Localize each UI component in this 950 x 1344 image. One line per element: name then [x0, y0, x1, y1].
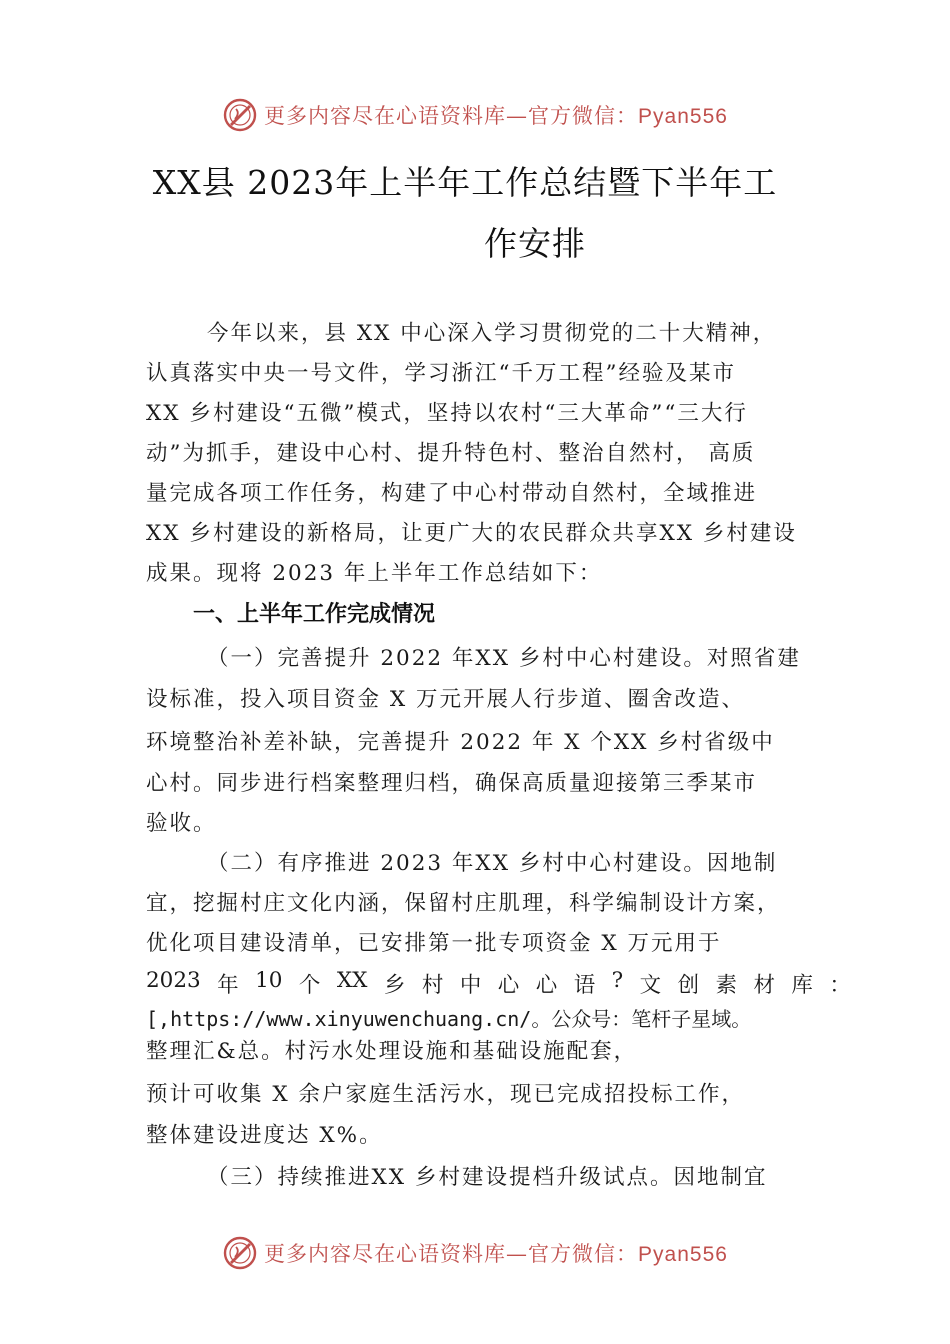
document-title-line-2: 作安排	[484, 224, 586, 263]
item2-justified-line	[146, 968, 851, 999]
intro-line-5: 量完成各项工作任务，构建了中心村带动自然村，全域推进	[146, 481, 758, 506]
item2-line-6: 整理汇&总。村污水处理设施和基础设施配套，	[146, 1039, 638, 1064]
justified-token: 素	[715, 973, 738, 998]
justified-token: 语	[573, 973, 596, 998]
item2-line-3: 优化项目建设清单，已安排第一批专项资金 X 万元用于	[146, 931, 722, 956]
watermark-text: 更多内容尽在心语资料库—官方微信：Pyan556	[264, 1242, 728, 1266]
justified-token: 材	[753, 973, 775, 998]
item2-line-1: （二）有序推进 2023 年XX 乡村中心村建设。因地制	[207, 851, 778, 876]
seal-logo-icon	[222, 97, 258, 133]
justified-token: 中	[459, 973, 482, 998]
justified-token: 10	[255, 968, 283, 993]
section-heading-1: 一、上半年工作完成情况	[193, 602, 436, 627]
document-title-line-1: XX县 2023年上半年工作总结暨下半年工	[152, 163, 778, 202]
intro-line-3: XX 乡村建设“五微”模式，坚持以农村“三大革命”“三大行	[146, 401, 748, 426]
item2-line-2: 宜，挖掘村庄文化内涵，保留村庄肌理，科学编制设计方案，	[146, 891, 781, 916]
watermark-text: 更多内容尽在心语资料库—官方微信：Pyan556	[264, 104, 728, 128]
item3-line-1: （三）持续推进XX 乡村建设提档升级试点。因地制宜	[207, 1165, 768, 1190]
item1-line-1: （一）完善提升 2022 年XX 乡村中心村建设。对照省建	[207, 646, 801, 671]
watermark-banner-top	[0, 95, 950, 135]
justified-token: XX	[336, 968, 368, 993]
justified-token: 心	[535, 973, 558, 998]
intro-line-1: 今年以来，县 XX 中心深入学习贯彻党的二十大精神，	[207, 321, 777, 346]
intro-line-2: 认真落实中央一号文件，学习浙江“千万工程”经验及某市	[146, 361, 736, 386]
item2-line-7: 预计可收集 X 余户家庭生活污水，现已完成招投标工作，	[146, 1082, 745, 1107]
justified-token: 创	[677, 973, 700, 998]
item2-line-8: 整体建设进度达 X%。	[146, 1123, 383, 1148]
item1-line-4: 心村。同步进行档案整理归档，确保高质量迎接第三季某市	[146, 771, 758, 796]
seal-logo-icon	[222, 1235, 258, 1271]
item2-url-line: [,https://www.xinyuwenchuang.cn/。公众号：笔杆子星域。	[146, 1007, 752, 1031]
justified-token: ?	[611, 968, 624, 993]
justified-token: ：	[829, 973, 851, 998]
item1-line-5: 验收。	[146, 811, 217, 836]
intro-line-7: 成果。现将 2023 年上半年工作总结如下：	[146, 561, 603, 586]
intro-line-4: 动”为抓手，建设中心村、提升特色村、整治自然村， 高质	[146, 441, 756, 466]
justified-token: 乡	[383, 973, 406, 998]
item1-line-3: 环境整治补差补缺，完善提升 2022 年 X 个XX 乡村省级中	[146, 730, 775, 755]
justified-token: 年	[217, 973, 239, 998]
justified-token: 个	[298, 973, 321, 998]
justified-token: 库	[791, 973, 813, 998]
watermark-account: Pyan556	[638, 105, 728, 128]
watermark-account: Pyan556	[638, 1243, 728, 1266]
justified-token: 村	[421, 973, 444, 998]
intro-line-6: XX 乡村建设的新格局，让更广大的农民群众共享XX 乡村建设	[146, 521, 797, 546]
justified-token: 心	[497, 973, 520, 998]
watermark-banner-bottom	[0, 1233, 950, 1273]
justified-token: 2023	[146, 968, 201, 993]
justified-token: 文	[639, 973, 662, 998]
item1-line-2: 设标准，投入项目资金 X 万元开展人行步道、圈舍改造、	[146, 687, 745, 712]
